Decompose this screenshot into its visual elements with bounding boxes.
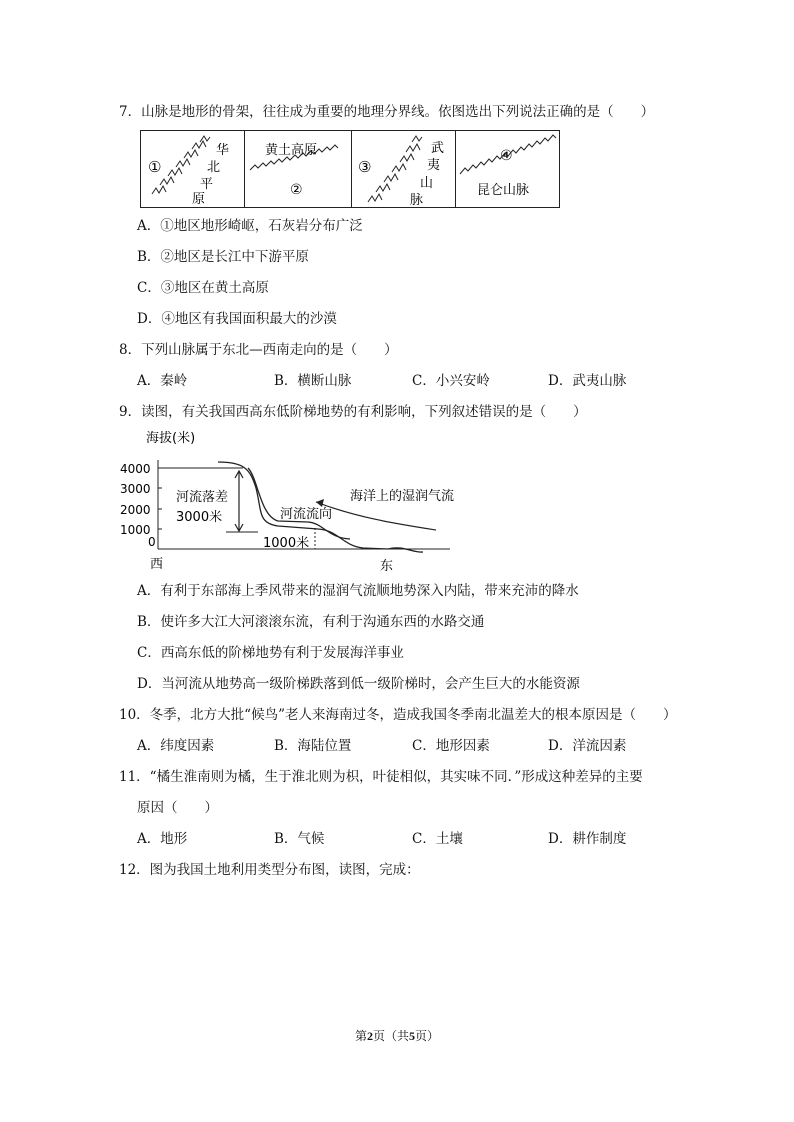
q10-option-d[interactable]: D．洋流因素 xyxy=(548,738,627,754)
question-8-stem: 8．下列山脉属于东北—西南走向的是（ ） xyxy=(119,342,398,358)
panel4-num: ④ xyxy=(500,148,513,164)
page-footer xyxy=(0,1027,794,1044)
q9-air-arrow xyxy=(316,502,436,530)
question-9-stem: 9．读图，有关我国西高东低阶梯地势的有利影响，下列叙述错误的是（ ） xyxy=(119,404,587,420)
q10-option-b[interactable]: B．海陆位置 xyxy=(274,738,352,754)
q10-option-a[interactable]: A．纬度因素 xyxy=(137,738,215,754)
q9-drop-label-1: 河流落差 xyxy=(176,490,229,505)
q9-y-tick-4000: 4000 xyxy=(120,462,151,476)
q9-y-tick-0: 0 xyxy=(148,535,156,549)
q9-option-a[interactable]: A．有利于东部海上季风带来的湿润气流顺地势深入内陆，带来充沛的降水 xyxy=(137,583,579,599)
q8-option-a[interactable]: A．秦岭 xyxy=(137,373,188,389)
footer-mid: 页（共 xyxy=(372,1029,409,1043)
q9-y-title: 海拔(米) xyxy=(146,431,196,446)
panel2-title: 黄土高原 xyxy=(265,143,318,158)
panel3-char-1: 武 xyxy=(431,141,445,156)
panel1-char-2: 北 xyxy=(207,160,221,175)
q11-option-a[interactable]: A．地形 xyxy=(137,831,188,847)
panel1-num: ① xyxy=(148,158,162,176)
footer-prefix: 第 xyxy=(354,1029,367,1043)
q9-option-c[interactable]: C．西高东低的阶梯地势有利于发展海洋事业 xyxy=(137,645,404,661)
question-11-stem-line1: 11．“橘生淮南则为橘，生于淮北则为枳，叶徒相似，其实味不同．”形成这种差异的主要 xyxy=(119,769,643,785)
question-12-stem: 12．图为我国土地利用类型分布图，读图，完成： xyxy=(119,862,420,878)
q11-option-b[interactable]: B．气候 xyxy=(274,831,325,847)
q7-option-a[interactable]: A．①地区地形崎岖，石灰岩分布广泛 xyxy=(137,218,363,234)
q9-y-tick-3000: 3000 xyxy=(120,482,151,496)
panel3-char-2: 夷 xyxy=(427,158,441,173)
panel1-char-3: 平 xyxy=(200,177,214,192)
panel1-char-4: 原 xyxy=(192,192,206,207)
q9-river-curve xyxy=(248,468,350,539)
q11-option-d[interactable]: D．耕作制度 xyxy=(548,831,627,847)
q8-option-b[interactable]: B．横断山脉 xyxy=(274,373,352,389)
panel3-char-3: 山 xyxy=(420,176,434,191)
panel4-title: 昆仑山脉 xyxy=(477,183,530,198)
q9-drop-small: 1000米 xyxy=(263,536,310,551)
panel2-num: ② xyxy=(290,182,303,198)
q9-x-left: 西 xyxy=(150,557,164,572)
q9-option-d[interactable]: D．当河流从地势高一级阶梯跌落到低一级阶梯时，会产生巨大的水能资源 xyxy=(137,676,580,692)
q9-terrain-profile-figure xyxy=(118,428,463,575)
q8-option-c[interactable]: C．小兴安岭 xyxy=(412,373,490,389)
question-11-stem-line2: 原因（ ） xyxy=(137,800,218,816)
panel3-num: ③ xyxy=(358,158,372,176)
q7-option-d[interactable]: D．④地区有我国面积最大的沙漠 xyxy=(137,311,337,327)
q7-option-b[interactable]: B．②地区是长江中下游平原 xyxy=(137,249,309,265)
footer-suffix: 页） xyxy=(415,1029,440,1043)
question-10-stem: 10．冬季，北方大批“候鸟”老人来海南过冬，造成我国冬季南北温差大的根本原因是（ ） xyxy=(119,707,677,723)
q11-option-c[interactable]: C．土壤 xyxy=(412,831,463,847)
q10-option-c[interactable]: C．地形因素 xyxy=(412,738,490,754)
q9-option-b[interactable]: B．使许多大江大河滚滚东流，有利于沟通东西的水路交通 xyxy=(137,614,485,630)
q9-drop-label-2: 3000米 xyxy=(176,510,223,525)
q7-option-c[interactable]: C．③地区在黄土高原 xyxy=(137,280,269,296)
footer-page-number: 2 xyxy=(366,1029,373,1043)
q9-x-right: 东 xyxy=(380,559,394,574)
q9-air-label: 海洋上的湿润气流 xyxy=(350,489,455,504)
footer-total-pages: 5 xyxy=(409,1029,415,1043)
q9-flow-label: 河流流向 xyxy=(280,507,333,522)
panel1-char-1: 华 xyxy=(216,143,230,158)
q9-y-tick-2000: 2000 xyxy=(120,503,151,517)
q9-y-tick-1000: 1000 xyxy=(120,523,151,537)
question-7-stem: 7．山脉是地形的骨架，往往成为重要的地理分界线。依图选出下列说法正确的是（ ） xyxy=(119,104,655,120)
q7-mountain-figure xyxy=(140,130,562,210)
panel3-char-4: 脉 xyxy=(410,193,424,208)
q8-option-d[interactable]: D．武夷山脉 xyxy=(548,373,627,389)
